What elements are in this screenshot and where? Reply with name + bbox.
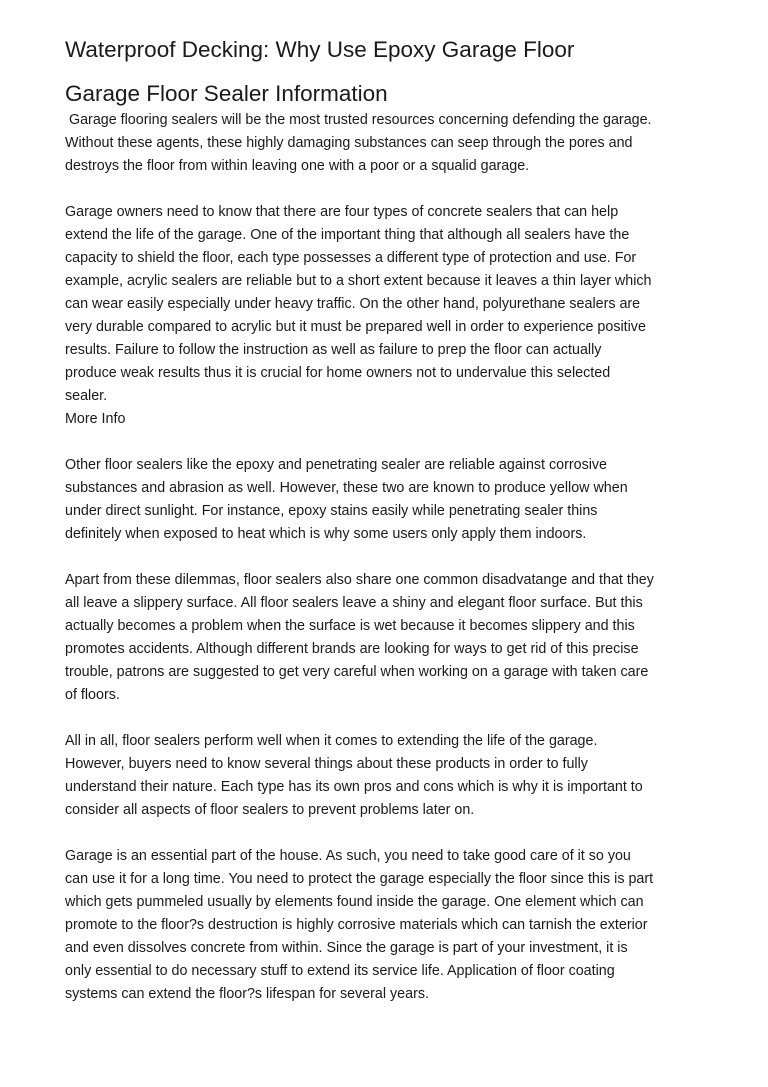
paragraph-sealer-types: Garage owners need to know that there are four types of concrete sealers that can help extend the life of the garage. One of the important thing that although all sealers have the capacity to shield the floor, each type possesses a different type of protection and use. For example, acrylic sealers are reliable but to a short extent because it leaves a thin layer which can wear easily especially under heavy traffic. On the other hand, polyurethane sealers are very durable compared to acrylic but it must be prepared well in order to experience positive results. Failure to follow the instruction as well as failure to prep the floor can actually produce weak results thus it is crucial for home owners not to undervalue this selected sealer. xyxy=(65,204,652,404)
paragraph-intro: Garage flooring sealers will be the most trusted resources concerning defending the garage. Without these agents, these highly damaging substances can seep through the pores and destroys the floor from within leaving one with a poor or a squalid garage. xyxy=(65,112,652,174)
document-title: Waterproof Decking: Why Use Epoxy Garage Floor xyxy=(65,37,575,62)
paragraph-summary: All in all, floor sealers perform well when it comes to extending the life of the garage. However, buyers need to know several things about these products in order to fully understand their nature. Each type has its own pros and cons which is why it is important to consider all aspects of floor sealers to prevent problems later on. xyxy=(65,733,643,818)
section-heading: Garage Floor Sealer Information xyxy=(65,81,388,106)
paragraph-dilemmas: Apart from these dilemmas, floor sealers also share one common disadvatange and that they all leave a slippery surface. All floor sealers leave a shiny and elegant floor surface. But this actually becomes a problem when the surface is wet because it becomes slippery and this promotes accidents. Although different brands are looking for ways to get rid of this precise trouble, patrons are suggested to get very careful when working on a garage with taken care of floors. xyxy=(65,572,654,703)
paragraph-other-sealers: Other floor sealers like the epoxy and penetrating sealer are reliable against corrosive substances and abrasion as well. However, these two are known to produce yellow when under direct sunlight. For instance, epoxy stains easily while penetrating sealer thins definitely when exposed to heat which is why some users only apply them indoors. xyxy=(65,457,628,542)
more-info-link[interactable]: More Info xyxy=(65,411,126,427)
document-page xyxy=(65,34,715,1029)
paragraph-garage-care: Garage is an essential part of the house. As such, you need to take good care of it so you can use it for a long time. You need to protect the garage especially the floor since this is part which gets pummeled usually by elements found inside the garage. One element which can promote to the floor?s destruction is highly corrosive materials which can tarnish the exterior and even dissolves concrete from within. Since the garage is part of your investment, it is only essential to do necessary stuff to extend its service life. Application of floor coating systems can extend the floor?s lifespan for several years. xyxy=(65,848,654,1002)
